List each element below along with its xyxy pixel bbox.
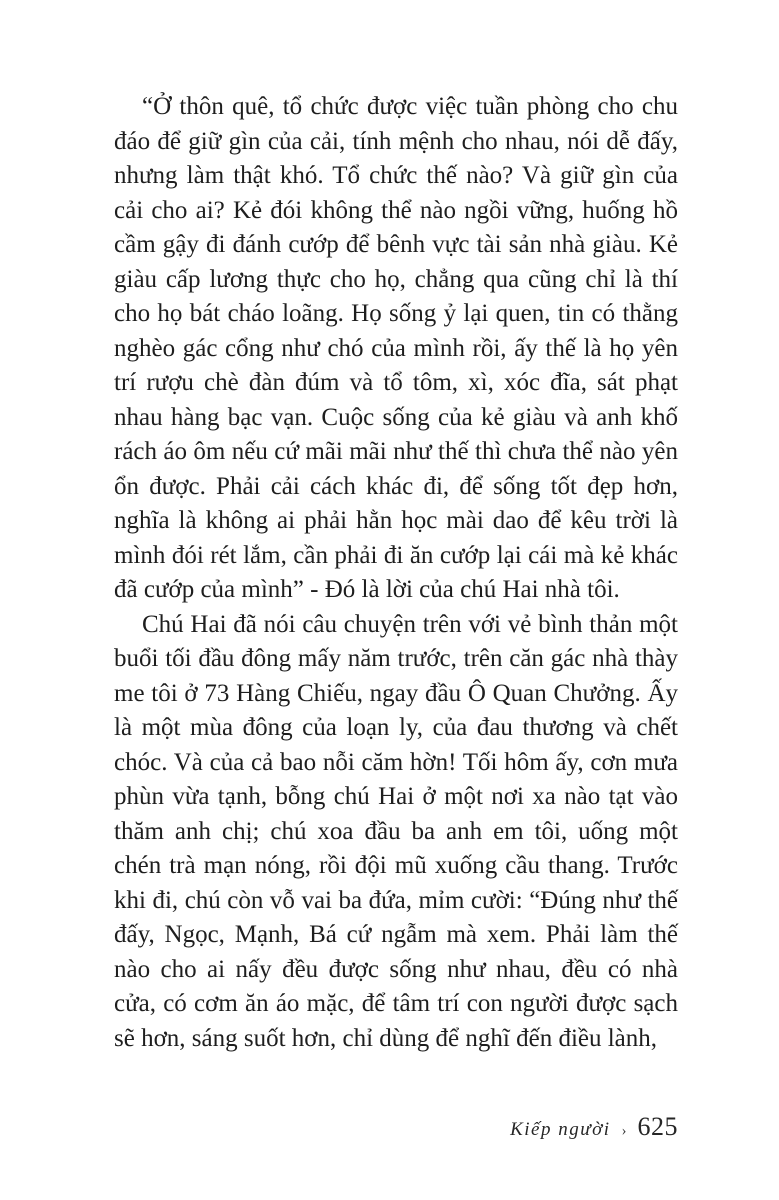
page-number: 625 — [637, 1112, 678, 1141]
paragraph-narration: Chú Hai đã nói câu chuyện trên với vẻ bình thản một buổi tối đầu đông mấy năm trước, trên căn gác nhà thày me tôi ở 73 Hàng Chiếu, ngay đầu Ô Quan Chưởng. Ấy là một mùa đông của loạn ly, của đau thương và chết chóc. Và của cả bao nỗi căm hờn! Tối hôm ấy, cơn mưa phùn vừa tạnh, bỗng chú Hai ở một nơi xa nào tạt vào thăm anh chị; chú xoa đầu ba anh em tôi, uống một chén trà mạn nóng, rồi đội mũ xuống cầu thang. Trước khi đi, chú còn vỗ vai ba đứa, mỉm cười: “Đúng như thế đấy, Ngọc, Mạnh, Bá cứ ngẫm mà xem. Phải làm thế nào cho ai nấy đều được sống như nhau, đều có nhà cửa, có cơm ăn áo mặc, để tâm trí con người được sạch sẽ hơn, sáng suốt hơn, chỉ dùng để nghĩ đến điều lành, — [114, 610, 678, 1052]
paragraph-quote: “Ở thôn quê, tổ chức được việc tuần phòng cho chu đáo để giữ gìn của cải, tính mệnh cho nhau, nói dễ đấy, nhưng làm thật khó. Tổ chức thế nào? Và giữ gìn của cải cho ai? Kẻ đói không thể nào ngồi vững, huống hồ cầm gậy đi đánh cướp để bênh vực tài sản nhà giàu. Kẻ giàu cấp lương thực cho họ, chẳng qua cũng chỉ là thí cho họ bát cháo loãng. Họ sống ỷ lại quen, tin có thằng nghèo gác cổng như chó của mình rồi, ấy thế là họ yên trí rượu chè đàn đúm và tổ tôm, xì, xóc đĩa, sát phạt nhau hàng bạc vạn. Cuộc sống của kẻ giàu và anh khố rách áo ôm nếu cứ mãi mãi như thế thì chưa thể nào yên ổn được. Phải cải cách khác đi, để sống tốt đẹp hơn, nghĩa là không ai phải hằn học mài dao để kêu trời là mình đói rét lắm, cần phải đi ăn cướp lại cái mà kẻ khác đã cướp của mình” - Đó là lời của chú Hai nhà tôi. — [114, 93, 678, 603]
page-footer — [510, 1112, 678, 1142]
footer-separator-icon: › — [621, 1123, 627, 1139]
running-title: Kiếp người — [510, 1119, 611, 1140]
body-text — [114, 90, 678, 1056]
